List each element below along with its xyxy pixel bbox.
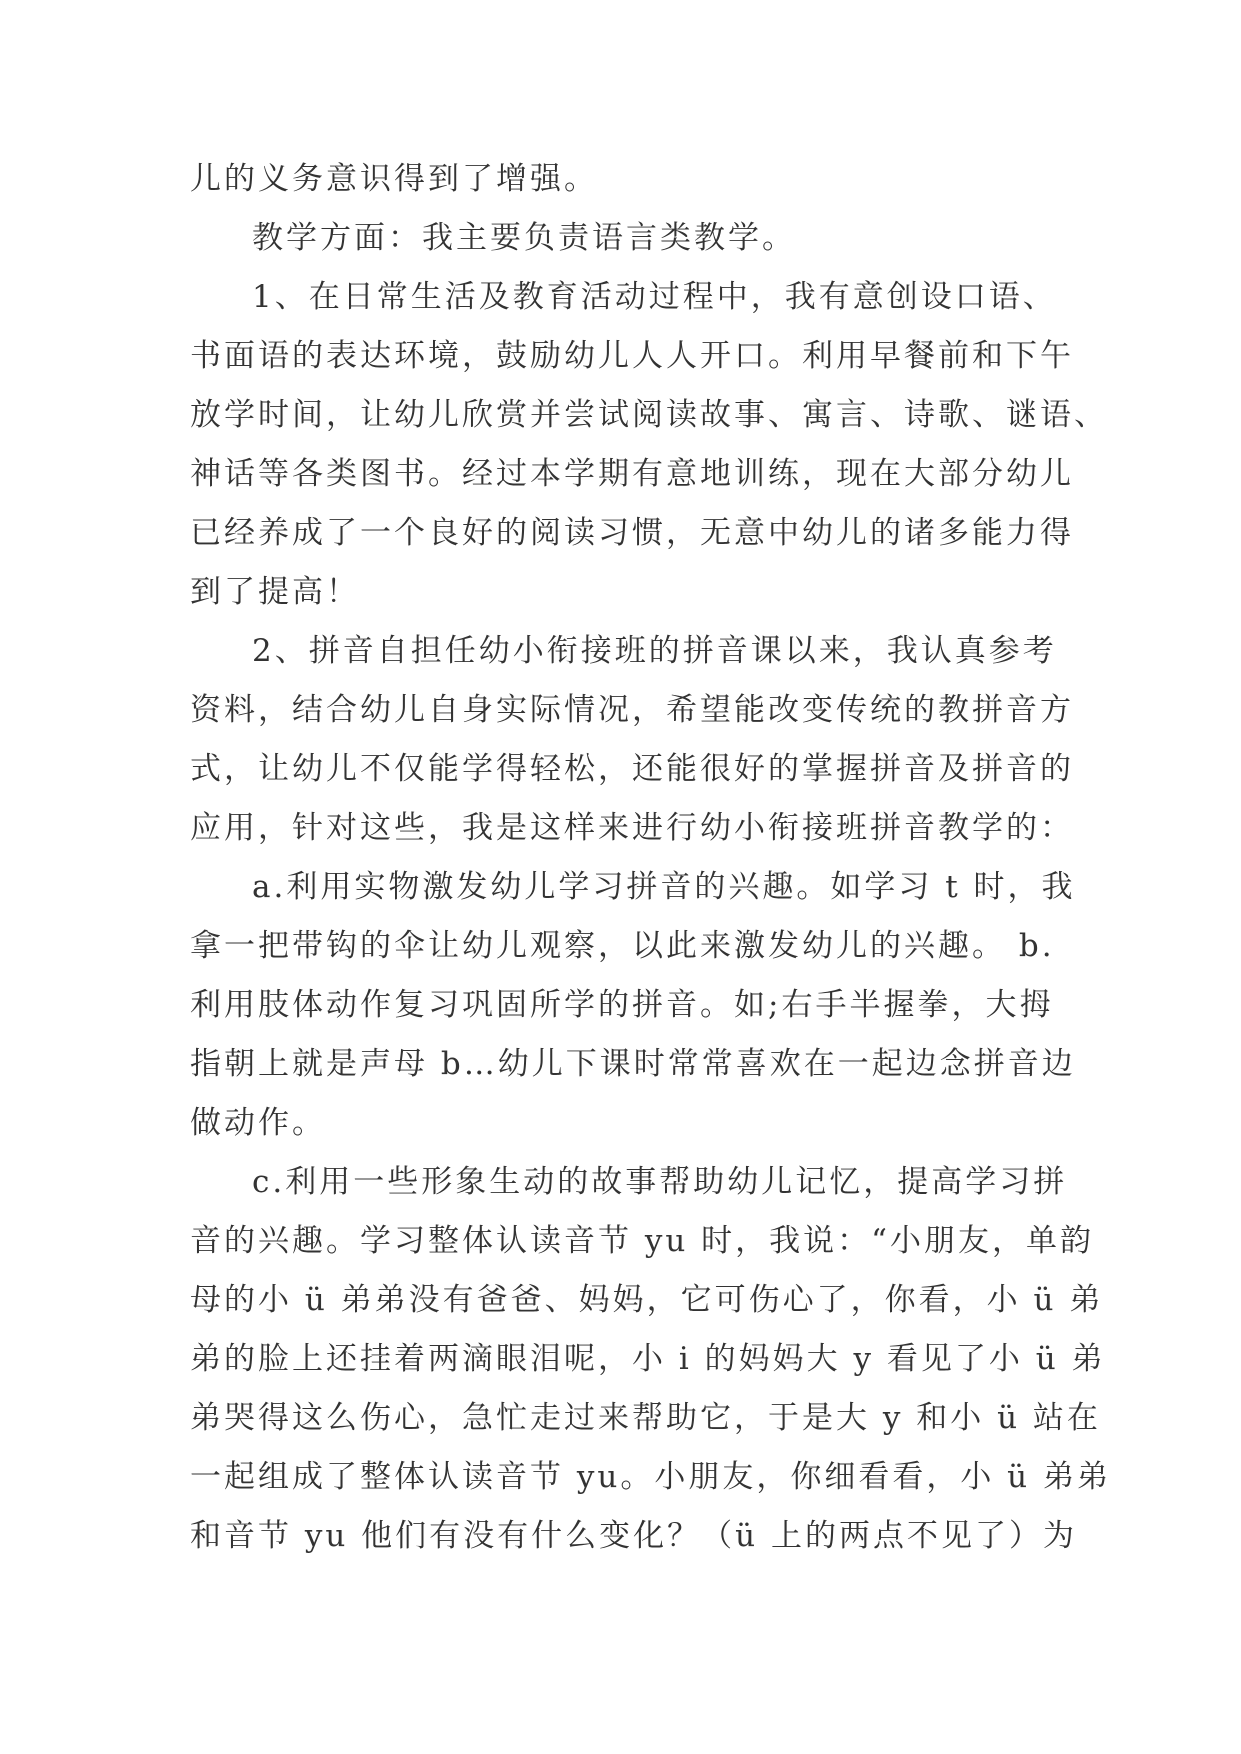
paragraph-line: 一起组成了整体认读音节 yu。小朋友，你细看看，小 ü 弟弟 [190, 1459, 1112, 1495]
paragraph-line: 利用肢体动作复习巩固所学的拼音。如;右手半握拳，大拇 [190, 987, 1054, 1023]
paragraph-line: 资料，结合幼儿自身实际情况，希望能改变传统的教拼音方 [190, 692, 1074, 728]
paragraph-line: 儿的义务意识得到了增强。 [190, 161, 598, 197]
paragraph-line: 应用，针对这些，我是这样来进行幼小衔接班拼音教学的： [190, 810, 1074, 846]
paragraph-line: 1、在日常生活及教育活动过程中，我有意创设口语、 [252, 279, 1057, 315]
paragraph-line: 2、拼音自担任幼小衔接班的拼音课以来，我认真参考 [252, 633, 1057, 669]
paragraph-line: 和音节 yu 他们有没有什么变化？（ü 上的两点不见了）为 [190, 1518, 1078, 1554]
paragraph-line: 弟的脸上还挂着两滴眼泪呢，小 i 的妈妈大 y 看见了小 ü 弟 [190, 1341, 1106, 1377]
paragraph-line: 教学方面：我主要负责语言类教学。 [252, 220, 796, 256]
paragraph-line: 拿一把带钩的伞让幼儿观察，以此来激发幼儿的兴趣。 b. [190, 928, 1055, 964]
paragraph-line: 到了提高！ [190, 574, 360, 610]
paragraph-line: 音的兴趣。学习整体认读音节 yu 时，我说：“小朋友，单韵 [190, 1223, 1095, 1259]
paragraph-line: 式，让幼儿不仅能学得轻松，还能很好的掌握拼音及拼音的 [190, 751, 1074, 787]
paragraph-line: 做动作。 [190, 1105, 326, 1141]
paragraph-line: 已经养成了一个良好的阅读习惯，无意中幼儿的诸多能力得 [190, 515, 1074, 551]
paragraph-line: 母的小 ü 弟弟没有爸爸、妈妈，它可伤心了，你看，小 ü 弟 [190, 1282, 1104, 1318]
paragraph-line: c.利用一些形象生动的故事帮助幼儿记忆，提高学习拼 [252, 1164, 1068, 1200]
paragraph-line: a.利用实物激发幼儿学习拼音的兴趣。如学习 t 时，我 [252, 869, 1076, 905]
paragraph-line: 书面语的表达环境，鼓励幼儿人人开口。利用早餐前和下午 [190, 338, 1074, 374]
paragraph-line: 放学时间，让幼儿欣赏并尝试阅读故事、寓言、诗歌、谜语、 [190, 397, 1108, 433]
paragraph-line: 神话等各类图书。经过本学期有意地训练，现在大部分幼儿 [190, 456, 1074, 492]
paragraph-line: 弟哭得这么伤心，急忙走过来帮助它，于是大 y 和小 ü 站在 [190, 1400, 1101, 1436]
document-page [190, 150, 1112, 1566]
paragraph-line: 指朝上就是声母 b…幼儿下课时常常喜欢在一起边念拼音边 [190, 1046, 1076, 1082]
